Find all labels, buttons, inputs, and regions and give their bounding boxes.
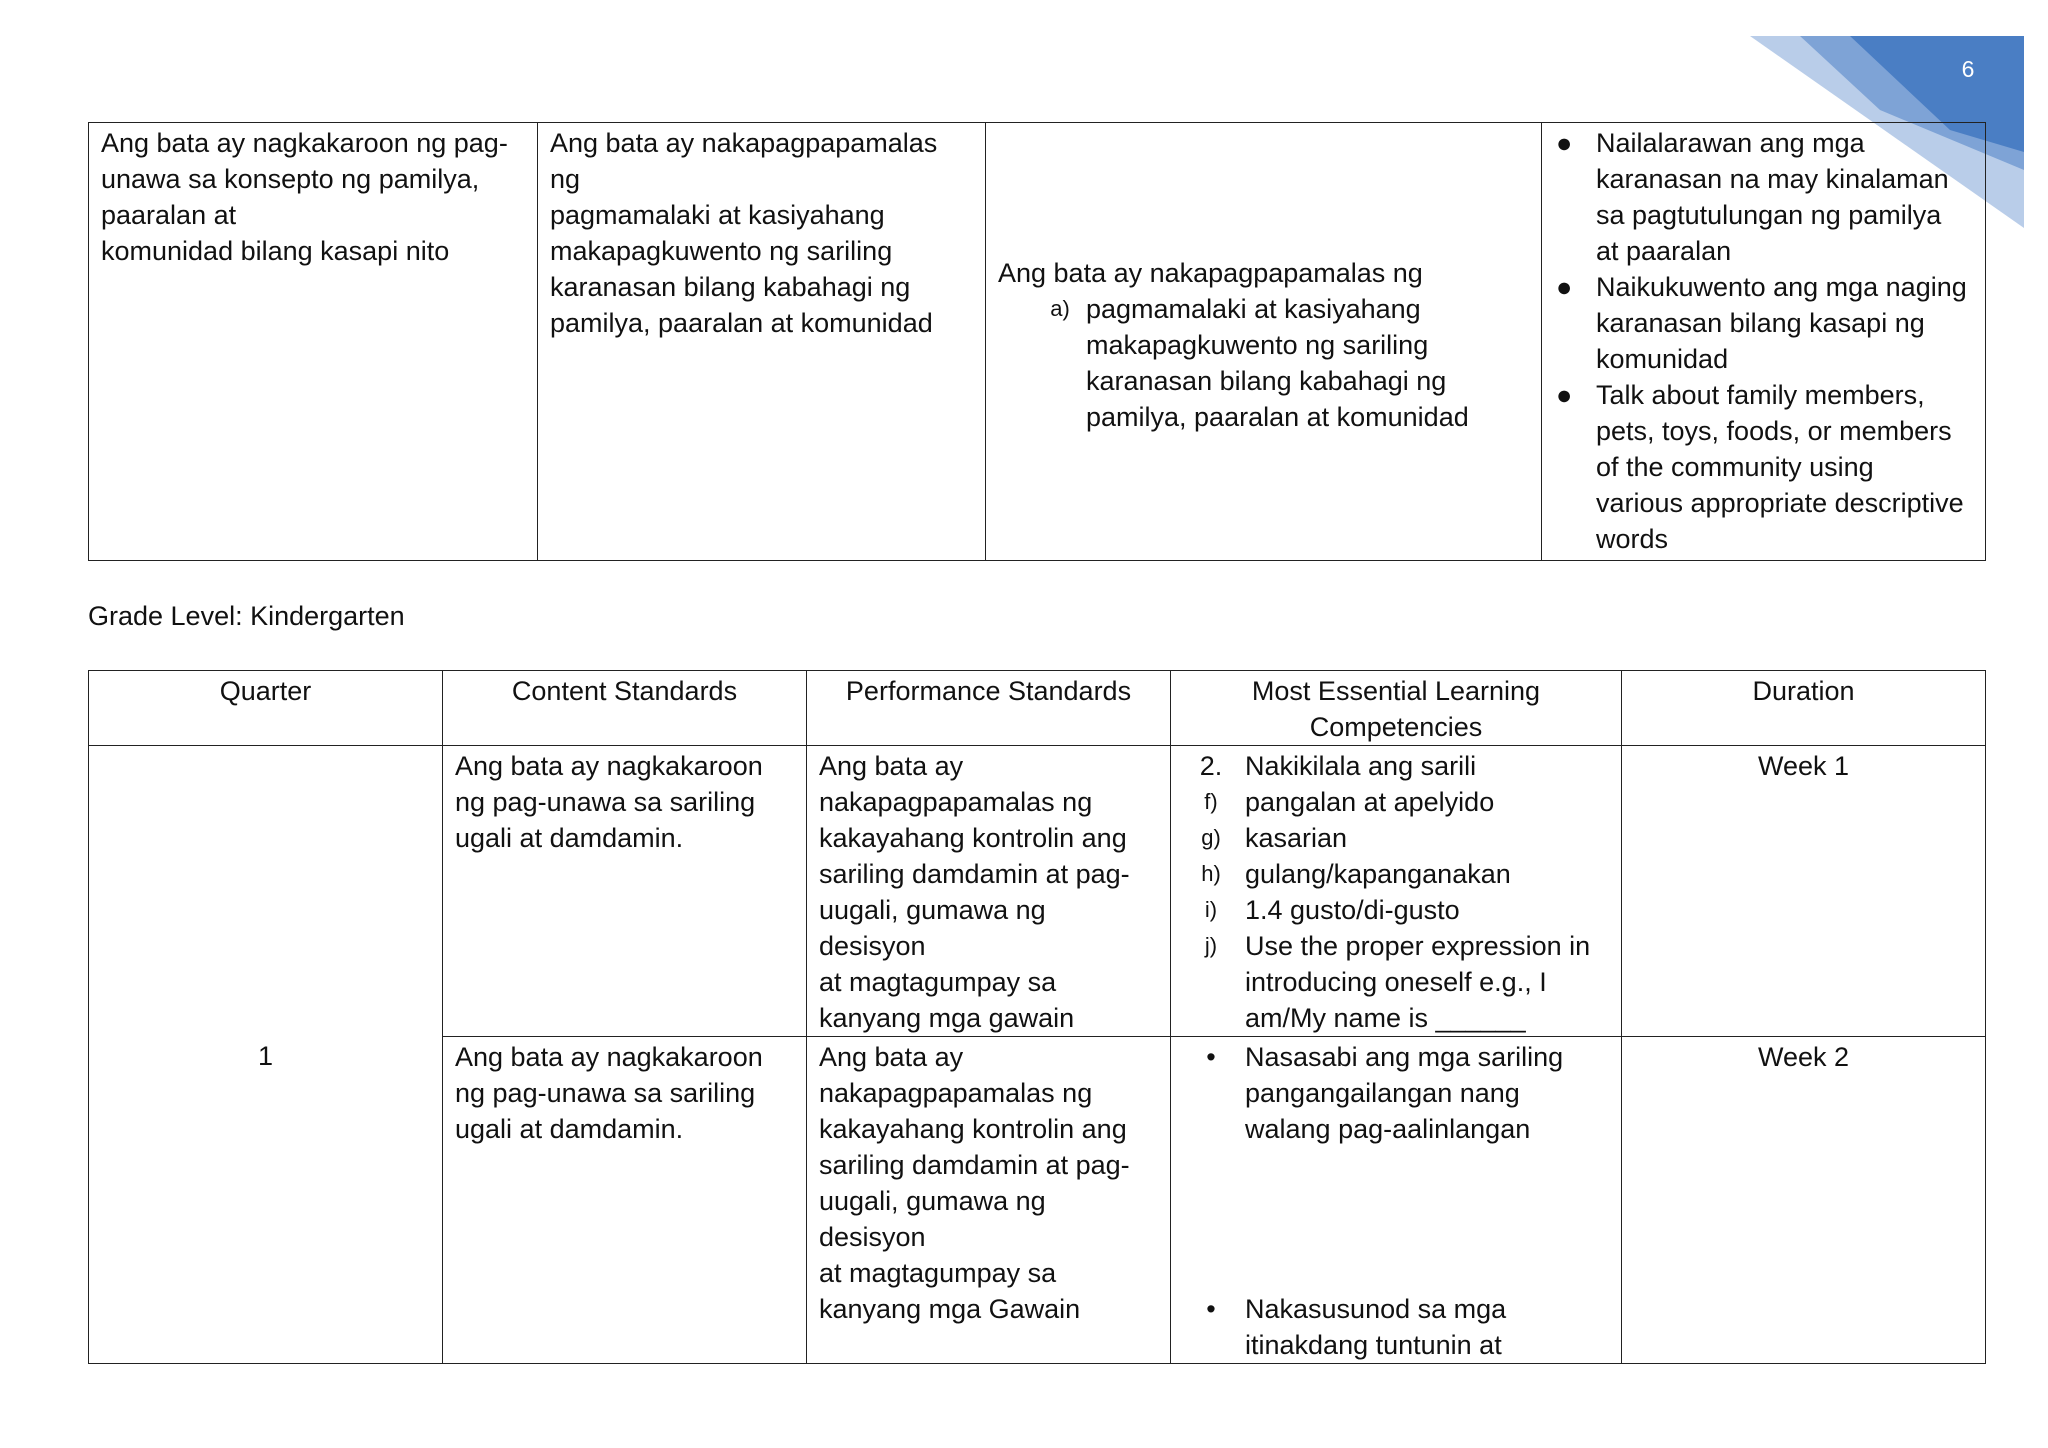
list-marker: f) bbox=[1204, 789, 1218, 814]
list-item bbox=[1183, 928, 1609, 1036]
text-line: Ang bata ay nakapagpapamalas ng bbox=[998, 258, 1423, 288]
list-item bbox=[1183, 820, 1609, 856]
list-item bbox=[1183, 784, 1609, 820]
text-line: kanyang mga Gawain bbox=[819, 1294, 1081, 1324]
text-line: ng pag-unawa sa sariling bbox=[455, 1078, 756, 1108]
table-header-row bbox=[89, 671, 1986, 746]
text-line: uugali, gumawa ng desisyon bbox=[819, 895, 1046, 961]
text-line: various appropriate descriptive bbox=[1596, 488, 1964, 518]
list-marker: i) bbox=[1204, 897, 1218, 922]
text-line: unawa sa konsepto ng pamilya, bbox=[101, 164, 480, 194]
text-line: sa pagtutulungan ng pamilya bbox=[1596, 200, 1942, 230]
list-item bbox=[1183, 748, 1609, 784]
header-performance-standards: Performance Standards bbox=[807, 671, 1171, 746]
text-line: pagmamalaki at kasiyahang bbox=[1086, 294, 1421, 324]
bullet-icon: ● bbox=[1556, 380, 1573, 410]
text-line: sariling damdamin at pag- bbox=[819, 1150, 1130, 1180]
text-line: kasarian bbox=[1245, 823, 1348, 853]
text-line: nakapagpapamalas ng bbox=[819, 787, 1093, 817]
list-marker: h) bbox=[1201, 861, 1221, 886]
list-item bbox=[998, 291, 1529, 435]
content-standard-cell bbox=[443, 746, 807, 1037]
text-line: ugali at damdamin. bbox=[455, 823, 684, 853]
text-line: am/My name is ______ bbox=[1245, 1003, 1526, 1033]
bullet-icon: ● bbox=[1556, 128, 1573, 158]
text-line: ng pag-unawa sa sariling bbox=[455, 787, 756, 817]
text-line: Ang bata ay bbox=[819, 1042, 964, 1072]
text-line: kanyang mga gawain bbox=[819, 1003, 1075, 1033]
performance-standard-cell bbox=[807, 746, 1171, 1037]
text-line: Ang bata ay nagkakaroon bbox=[455, 751, 763, 781]
text-line: at magtagumpay sa bbox=[819, 967, 1057, 997]
text-line: karanasan bilang kabahagi ng bbox=[550, 272, 911, 302]
text-line: at paaralan bbox=[1596, 236, 1732, 266]
list-marker: a) bbox=[1050, 296, 1070, 321]
performance-standard-cell bbox=[538, 123, 986, 561]
text-line: 1.4 gusto/di-gusto bbox=[1245, 895, 1460, 925]
list-item bbox=[1183, 892, 1609, 928]
text-line: itinakdang tuntunin at bbox=[1245, 1330, 1502, 1360]
bullet-item bbox=[1554, 125, 1973, 269]
duration-cell: Week 2 bbox=[1622, 1037, 1986, 1364]
list-item bbox=[1183, 856, 1609, 892]
competency-bullets-cell bbox=[1542, 123, 1986, 561]
text-line: pamilya, paaralan at komunidad bbox=[1086, 402, 1469, 432]
list-marker: g) bbox=[1201, 825, 1221, 850]
text-line: words bbox=[1596, 524, 1669, 554]
text-line: makapagkuwento ng sariling bbox=[1086, 330, 1429, 360]
text-line: of the community using bbox=[1596, 452, 1874, 482]
text-line: kakayahang kontrolin ang bbox=[819, 823, 1127, 853]
list-marker: 2. bbox=[1199, 751, 1223, 781]
text-line: ugali at damdamin. bbox=[455, 1114, 684, 1144]
bullet-icon: • bbox=[1206, 1294, 1216, 1324]
bullet-icon: • bbox=[1206, 1042, 1216, 1072]
text-line: gulang/kapanganakan bbox=[1245, 859, 1511, 889]
duration-cell: Week 1 bbox=[1622, 746, 1986, 1037]
text-line: komunidad bilang kasapi nito bbox=[101, 236, 450, 266]
list-item bbox=[1183, 1291, 1609, 1363]
text-line: at magtagumpay sa bbox=[819, 1258, 1057, 1288]
text-line: walang pag-aalinlangan bbox=[1245, 1114, 1531, 1144]
text-line: introducing oneself e.g., I bbox=[1245, 967, 1547, 997]
bullet-icon: ● bbox=[1556, 272, 1573, 302]
text-line: karanasan bilang kasapi ng bbox=[1596, 308, 1925, 338]
text-line: pangangailangan nang bbox=[1245, 1078, 1520, 1108]
competency-cell bbox=[986, 123, 1542, 561]
list-marker: j) bbox=[1204, 933, 1218, 958]
text-line: komunidad bbox=[1596, 344, 1729, 374]
text-line: Naikukuwento ang mga naging bbox=[1596, 272, 1967, 302]
text-line: paaralan at bbox=[101, 200, 237, 230]
page-number: 6 bbox=[1961, 56, 1975, 82]
text-line: Nasasabi ang mga sariling bbox=[1245, 1042, 1564, 1072]
curriculum-table bbox=[88, 670, 1986, 1364]
quarter-cell: 1 bbox=[89, 746, 443, 1364]
competency-cell bbox=[1171, 1037, 1622, 1364]
text-line: pamilya, paaralan at komunidad bbox=[550, 308, 933, 338]
header-duration: Duration bbox=[1622, 671, 1986, 746]
text-line: Nailalarawan ang mga bbox=[1596, 128, 1865, 158]
grade-level-label: Grade Level: Kindergarten bbox=[88, 601, 405, 631]
text-line: kakayahang kontrolin ang bbox=[819, 1114, 1127, 1144]
continuation-table bbox=[88, 122, 1986, 561]
text-line: sariling damdamin at pag- bbox=[819, 859, 1130, 889]
header-quarter: Quarter bbox=[89, 671, 443, 746]
table-row bbox=[89, 746, 1986, 1037]
header-competencies: Most Essential Learning Competencies bbox=[1171, 671, 1622, 746]
text-line: Nakikilala ang sarili bbox=[1245, 751, 1477, 781]
text-line: Nakasusunod sa mga bbox=[1245, 1294, 1507, 1324]
text-line: Ang bata ay bbox=[819, 751, 964, 781]
table-row bbox=[89, 123, 1986, 561]
bullet-item bbox=[1554, 269, 1973, 377]
header-content-standards: Content Standards bbox=[443, 671, 807, 746]
text-line: Use the proper expression in bbox=[1245, 931, 1591, 961]
text-line: uugali, gumawa ng desisyon bbox=[819, 1186, 1046, 1252]
text-line: karanasan na may kinalaman bbox=[1596, 164, 1949, 194]
text-line: pangalan at apelyido bbox=[1245, 787, 1495, 817]
text-line: pets, toys, foods, or members bbox=[1596, 416, 1952, 446]
text-line: makapagkuwento ng sariling bbox=[550, 236, 893, 266]
text-line: Talk about family members, bbox=[1596, 380, 1925, 410]
content-standard-cell bbox=[89, 123, 538, 561]
competency-cell bbox=[1171, 746, 1622, 1037]
bullet-item bbox=[1554, 377, 1973, 557]
text-line: Ang bata ay nagkakaroon bbox=[455, 1042, 763, 1072]
text-line: pagmamalaki at kasiyahang bbox=[550, 200, 885, 230]
text-line: nakapagpapamalas ng bbox=[819, 1078, 1093, 1108]
list-item bbox=[1183, 1039, 1609, 1147]
text-line: Ang bata ay nakapagpapamalas ng bbox=[550, 128, 938, 194]
content-standard-cell bbox=[443, 1037, 807, 1364]
performance-standard-cell bbox=[807, 1037, 1171, 1364]
text-line: karanasan bilang kabahagi ng bbox=[1086, 366, 1447, 396]
text-line: Ang bata ay nagkakaroon ng pag- bbox=[101, 128, 508, 158]
